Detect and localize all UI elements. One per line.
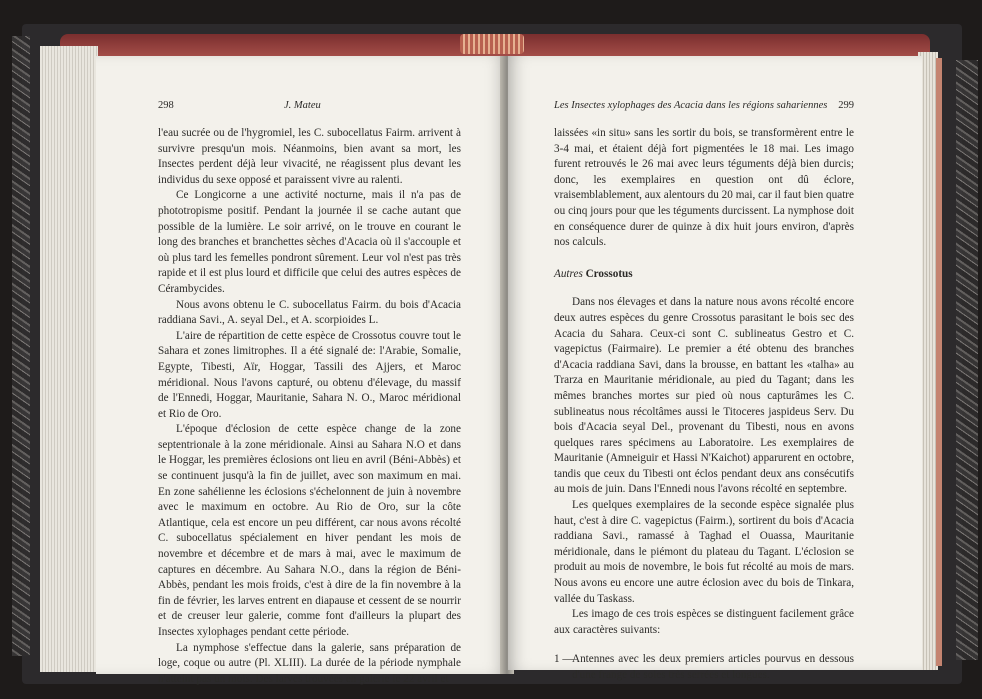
- list-item-1: [554, 652, 854, 683]
- left-page-number: 298: [158, 100, 174, 111]
- left-body-text: [158, 126, 461, 687]
- list-item-text: Antennes avec les deux premiers articles pourvus en dessous d'une frange de soies très serrées et longues.: [572, 653, 854, 681]
- headband: [460, 34, 524, 54]
- list-marker: 1 —: [554, 653, 574, 666]
- marbled-cover-edge-left: [12, 36, 30, 656]
- page-stack-left: [40, 46, 98, 672]
- right-paragraph-continued: laissées «in situ» sans les sortir du bois, se transformèrent entre le 3-4 mai, et étaient déjà fort pigmentées le 18 mai. Les imago furent retrouvés le 26 mai avec leurs téguments déjà bien durcis; donc, les exemplaires en question ont dû éclore, vraisemblablement, aux alentours du 20 mai, car il faut bien quatre ou cinq jours pour que les téguments durcissent. La nymphose doit en conséquence durer de quinze à dix huit jours environ, d'après nos calculs.: [554, 127, 854, 249]
- right-body-text: [554, 126, 854, 684]
- left-paragraph-3: Nous avons obtenu le C. subocellatus Fairm. du bois d'Acacia raddiana Savi., A. seyal Del., et A. scorpioides L.: [158, 298, 461, 327]
- right-running-title: Les Insectes xylophages des Acacia dans les régions sahariennes: [554, 100, 828, 111]
- left-paragraph-5: L'époque d'éclosion de cette espèce change de la zone septentrionale à la zone méridionale. Ainsi au Sahara N.O et dans le Hoggar, les premières éclosions ont lieu en avril (Béni-Abbès) et se continuent jusqu'à la fin de juillet, avec son maximum en mai. En zone sahélienne les éclosions s'échelonnent de juin à novembre avec le maximum en octobre. Au Rio de Oro, sur la côte Atlantique, cela est encore un peu différent, car nous avons récolté C. subocellatus spécialement en hiver pendant les mois de novembre et décembre et de mars à mai, avec le maximum de captures en décembre. Au Sahara N.O., dans la région de Béni-Abbès, pendant les mois froids, c'est à dire de la fin novembre à la fin de février, les larves entrent en diapause et cessent de se nourrir et de creuser leur galerie, comme font d'ailleurs la plupart des Insectes xylophages pendant cette période.: [158, 423, 461, 638]
- right-page: [508, 56, 922, 681]
- left-page: [96, 56, 506, 685]
- left-running-title: J. Mateu: [284, 100, 321, 111]
- left-paragraph-2: Ce Longicorne a une activité nocturne, mais il n'a pas de phototropisme positif. Pendant la journée il se cache autant que possible de la lumière. Le soir arrivé, on le trouve en courant le long des branches et branchettes sèches d'Acacia où il s'accouple et où plus tard les femelles pondront sûrement. Leur vol n'est pas très rapide et il est plus lourd et difficile que celui des autres espèces de Cérambycides.: [158, 189, 461, 295]
- left-paragraph-4: L'aire de répartition de cette espèce de Crossotus couvre tout le Sahara et zones limitrophes. Il a été signalé de: l'Arabie, Somalie, Egypte, Tibesti, Aïr, Hoggar, Tassili des Ajjers, et Maroc méridional. Nous l'avons capturé, ou obtenu d'élevage, du massif de l'Ennedi, Hoggar, Mauritanie, Sahara N. O., Maroc méridional et Rio de Oro.: [158, 329, 461, 420]
- section-heading-prefix: Autres: [554, 267, 583, 280]
- page-edge-stain: [936, 58, 942, 666]
- right-page-number: 299: [838, 100, 854, 111]
- section-heading: [554, 267, 854, 283]
- left-paragraph-1: l'eau sucrée ou de l'hygromiel, les C. subocellatus Fairm. arrivent à survivre presqu'un mois. Néanmoins, bien avant sa mort, les Insectes perdent déjà leur vivacité, ne réagissent plus devant les individus du sexe opposé et paraissent vivre au ralenti.: [158, 127, 461, 186]
- left-paragraph-6: La nymphose s'effectue dans la galerie, sans préparation de loge, coque ou autre (Pl. XLIII). La durée de la période nymphale n'atteint pas un mois. Des larves trouvées en galerie le 22 avril et: [158, 641, 461, 685]
- section-heading-name: Crossotus: [585, 267, 633, 280]
- right-paragraph-2: Les quelques exemplaires de la seconde espèce signalée plus haut, c'est à dire C. vagepictus (Fairm.), sortirent du bois d'Acacia raddiana Savi., ramassé à Taghad el Ouassa, Mauritanie méridionale, dans le piémont du plateau du Tagant. L'éclosion se produit au mois de novembre, le bois fut récolté au mois de mars. Nous avons eu encore une autre éclosion avec du bois de Tinkara, vallée du Taskass.: [554, 499, 854, 605]
- right-paragraph-3: Les imago de ces trois espèces se distinguent facilement grâce aux caractères suivants:: [554, 608, 854, 636]
- marbled-cover-edge-right: [956, 60, 978, 660]
- right-paragraph-1: Dans nos élevages et dans la nature nous avons récolté encore deux autres espèces du genre Crossotus parasitant le bois sec des Acacia du Sahara. Ceux-ci sont C. sublineatus Gestro et C. vagepictus (Fairmaire). Le premier a été obtenu des branches d'Acacia raddiana Savi, dans la brousse, en battant les «talha» au Trarza en Mauritanie méridionale, au pied du Tagant; dans les mêmes branches mortes sur pied où nous capturâmes les C. sublineatus nous récoltâmes aussi le Titoceres jaspideus Serv. Du bois d'Acacia seyal Del., provenant du Tibesti, nous en avons quelques rares spécimens au Laboratoire. Les exemplaires de Mauritanie (Amneiguir et Hassi N'Kaichot) apparurent en octobre, tandis que ceux du Tibesti ont éclos pendant deux ans consécutifs au mois de juin. Dans l'Ennedi nous l'avons récolté en septembre.: [554, 296, 854, 496]
